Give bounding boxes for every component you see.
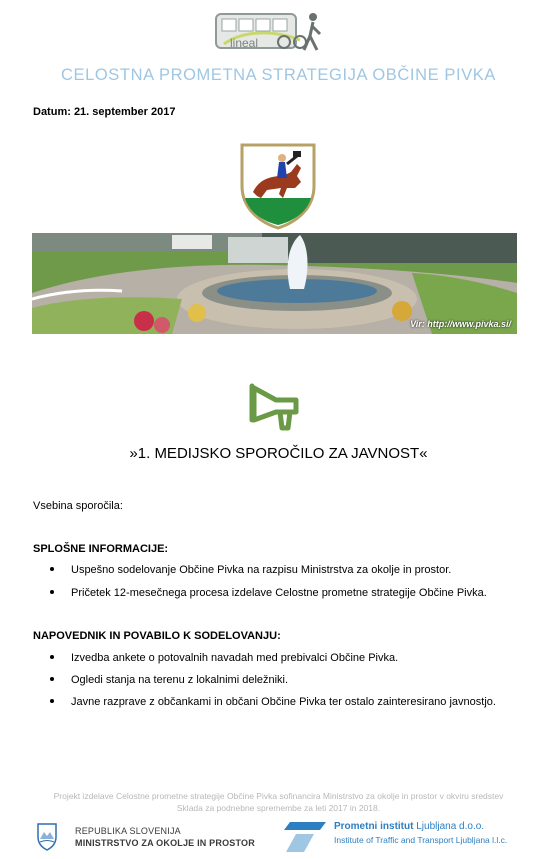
pivka-coat-of-arms [239, 142, 317, 230]
list-item: Pričetek 12-mesečnega procesa izdelave Celostne prometne strategije Občine Pivka. [50, 587, 487, 599]
lineal-logo [214, 10, 330, 56]
document-date: Datum: 21. september 2017 [33, 106, 176, 118]
institute-name: Prometni institut Ljubljana d.o.o. [334, 821, 485, 832]
document-title: CELOSTNA PROMETNA STRATEGIJA OBČINE PIVKA [60, 66, 497, 84]
prometni-institut-logo [280, 818, 328, 854]
institute-english-name: Institute of Traffic and Transport Ljubljana l.l.c. [334, 835, 508, 845]
roundabout-photo [32, 233, 517, 334]
list-item: Izvedba ankete o potovalnih navadah med prebivalci Občine Pivka. [50, 652, 398, 664]
bullet-icon [50, 699, 54, 703]
list-item: Ogledi stanja na terenu z lokalnimi deležniki. [50, 674, 288, 686]
ministry-country: REPUBLIKA SLOVENIJA [75, 826, 181, 836]
bullet-icon [50, 677, 54, 681]
slovenia-emblem-icon [37, 823, 57, 851]
lineal-logo-text: lineal [230, 36, 259, 50]
list-item: Javne razprave z občankami in občani Občine Pivka ter ostalo zainteresirano javnostjo. [50, 696, 496, 708]
bullet-icon [50, 655, 54, 659]
section-heading-general: SPLOŠNE INFORMACIJE: [33, 543, 169, 555]
bullet-icon [50, 567, 54, 571]
photo-credit: Vir: http://www.pivka.si/ [410, 319, 511, 329]
press-release-headline: »1. MEDIJSKO SPOROČILO ZA JAVNOST« [129, 445, 428, 462]
bullet-icon [50, 590, 54, 594]
ministry-name: MINISTRSTVO ZA OKOLJE IN PROSTOR [75, 838, 255, 848]
list-item: Uspešno sodelovanje Občine Pivka na razpisu Ministrstva za okolje in prostor. [50, 564, 451, 576]
content-label: Vsebina sporočila: [33, 500, 123, 512]
funding-note: Projekt izdelave Celostne prometne strategije Občine Pivka sofinancira Ministrstvo za okolje in prostor v okviru sredstev Sklada za podnebne spremembe za leti 2017 in 2018. [53, 791, 504, 813]
megaphone-icon [246, 380, 302, 432]
section-heading-participation: NAPOVEDNIK IN POVABILO K SODELOVANJU: [33, 630, 281, 642]
